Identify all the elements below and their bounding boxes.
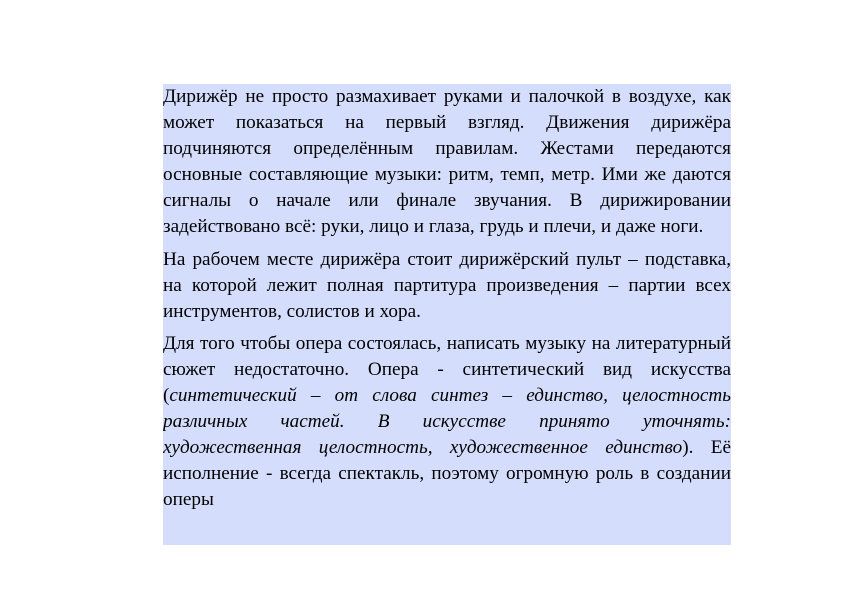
paragraph-text: Дирижёр не просто размахивает руками и палочкой в воздухе, как может показаться на первый взгляд. Движения дирижёра подчиняются определённым правилам. Жестами передаются основные составляющие музыки: ритм, темп, метр. Ими же даются сигналы о начале или финале звучания. В дирижировании задействовано всё: руки, лицо и глаза, грудь и плечи, и даже ноги.	[163, 86, 731, 238]
paragraph-opera-synthesis	[163, 331, 731, 514]
paragraph-italic-definition: синтетический – от слова синтез – единство, целостность различных частей. В искусстве принято уточнять: художественная целостность, художественное единство	[163, 385, 731, 459]
paragraph-conductor-stand	[163, 247, 731, 325]
text-block	[163, 84, 731, 545]
paragraph-text: На рабочем месте дирижёра стоит дирижёрский пульт – подставка, на которой лежит полная партитура произведения – партии всех инструментов, солистов и хора.	[163, 248, 731, 322]
paragraph-conductor-gestures	[163, 84, 731, 241]
paragraph-text: ). Её исполнение - всегда спектакль, поэтому огромную роль в создании оперы	[163, 437, 731, 511]
paragraph-text: Для того чтобы опера состоялась, написать музыку на литературный сюжет недостаточно. Опера - синтетический вид искусства (	[163, 332, 731, 407]
